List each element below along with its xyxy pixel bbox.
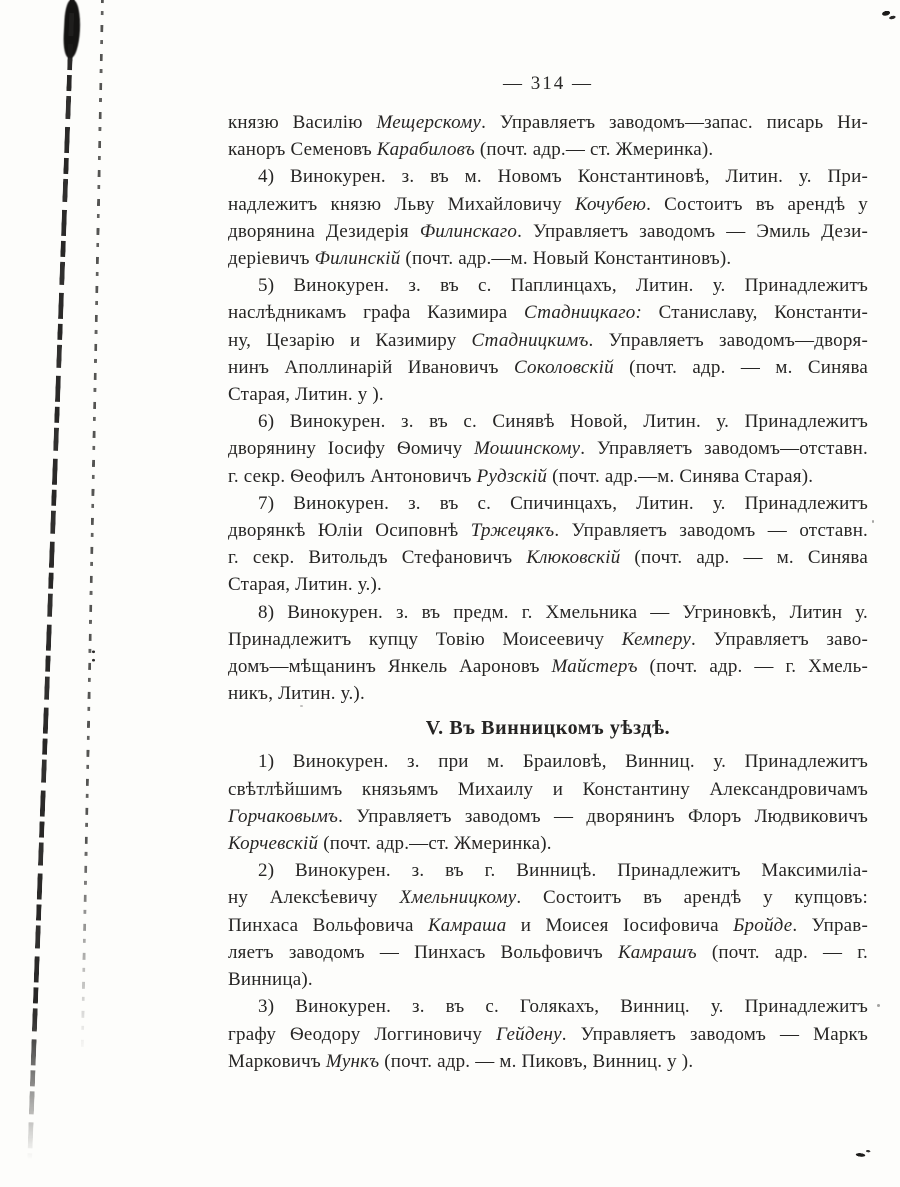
text-line [228, 803, 868, 830]
text-line [228, 272, 868, 299]
paragraph [228, 599, 868, 708]
text-run: . Управляетъ заводомъ — дворянинъ Флоръ Людвиковичъ [338, 805, 868, 827]
text-run: 4) Винокурен. з. въ м. Новомъ Константиновѣ, Литин. у. При- [258, 166, 868, 188]
text-line [228, 1048, 868, 1075]
italic-proper-name: Мошинскому [474, 438, 581, 460]
italic-proper-name: Рудзскій [476, 465, 548, 487]
binding-gutter-line [27, 0, 75, 1159]
text-run: . Управляетъ заводомъ—запас. писарь Ни- [481, 112, 868, 133]
paper-speck [872, 520, 874, 523]
paragraph [228, 993, 868, 1075]
text-line [228, 912, 868, 939]
text-line [228, 354, 868, 381]
text-run: (почт. адр. — г. Хмель- [637, 656, 868, 678]
paragraph [228, 109, 868, 163]
text-line [228, 327, 868, 354]
binding-gutter-line-faint [81, 0, 104, 1056]
italic-proper-name: Тржецякъ [470, 520, 555, 542]
paragraphs-container [228, 109, 868, 1075]
italic-proper-name: Хмельницкому [399, 887, 517, 909]
ink-smudge-bottom-right [849, 1145, 874, 1160]
text-run: каноръ Семеновъ [228, 139, 377, 161]
margin-ink-mark [92, 650, 95, 662]
text-run: (почт. адр.— ст. Жмеринка). [474, 139, 714, 161]
text-run: Винница). [228, 969, 313, 991]
text-line [228, 1021, 868, 1048]
text-run: Старая, Литин. у.). [228, 574, 382, 596]
text-run: и Моисея Іосифовича [506, 914, 734, 936]
text-run: 6) Винокурен. з. въ с. Синявѣ Новой, Литин. у. Принадлежитъ [258, 411, 868, 433]
ink-smudge-top-right [878, 6, 898, 26]
italic-proper-name: Клюковскій [526, 547, 621, 569]
text-run: 8) Винокурен. з. въ предм. г. Хмельника — Угриновкѣ, Литин у. [258, 601, 868, 623]
text-line [228, 517, 868, 544]
paragraph [228, 748, 868, 857]
text-run: . Состоитъ въ арендѣ у [646, 193, 868, 215]
text-run: свѣтлѣйшимъ князьямъ Михаилу и Константину Александровичамъ [228, 778, 868, 800]
text-line [228, 218, 868, 245]
text-line [228, 381, 868, 408]
text-run: никъ, Литин. у.). [228, 683, 365, 705]
italic-proper-name: Майстеръ [551, 656, 638, 678]
text-run: Принадлежитъ купцу Товію Моисеевичу [228, 628, 622, 650]
italic-proper-name: Бройде [733, 914, 793, 936]
text-run: князю Василію [228, 112, 377, 133]
text-run: надлежитъ князю Льву Михайловичу [228, 193, 575, 215]
italic-proper-name: Мункъ [325, 1050, 380, 1072]
text-line [228, 435, 868, 462]
text-run: . Управляетъ заводомъ—отставн. [580, 438, 868, 460]
text-line [228, 884, 868, 911]
text-line [228, 680, 868, 707]
page-number: — 314 — [503, 73, 593, 94]
text-run: г. секр. Ѳеофилъ Антоновичъ [228, 465, 477, 487]
italic-proper-name: Кемперу [621, 628, 691, 650]
italic-proper-name: Стадницкимъ [471, 329, 589, 351]
text-run: 3) Винокурен. з. въ с. Голякахъ, Винниц. у. Принадлежитъ [258, 996, 868, 1018]
italic-proper-name: Гейдену [496, 1023, 562, 1045]
text-run: домъ—мѣщанинъ Янкель Аароновъ [228, 656, 552, 678]
text-run: дворянину Іосифу Ѳомичу [228, 438, 475, 460]
text-line [228, 544, 868, 571]
text-run: наслѣдникамъ графа Казимира [228, 302, 525, 324]
text-run: 7) Винокурен. з. въ с. Спичинцахъ, Литин. у. Принадлежитъ [258, 492, 868, 514]
paragraph [228, 408, 868, 490]
paragraph [228, 857, 868, 993]
text-run: . Управ- [792, 914, 868, 936]
italic-proper-name: Корчевскій [228, 833, 319, 855]
text-line [228, 463, 868, 490]
text-run: графу Ѳеодору Логгиновичу [228, 1023, 497, 1045]
italic-proper-name: Филинскій [314, 248, 401, 270]
text-line [228, 653, 868, 680]
text-run: 1) Винокурен. з. при м. Браиловѣ, Винниц. у. Принадлежитъ [258, 751, 868, 773]
text-run: 5) Винокурен. з. въ с. Паплинцахъ, Литин. у. Принадлежитъ [258, 275, 868, 297]
text-run: (почт. адр. — г. [696, 941, 868, 963]
text-line [228, 857, 868, 884]
text-line [228, 776, 868, 803]
text-line [228, 191, 868, 218]
text-run: ляетъ заводомъ — Пинхасъ Вольфовичъ [228, 941, 618, 963]
text-line [228, 626, 868, 653]
italic-proper-name: Стадницкаго: [524, 302, 643, 324]
text-line [228, 163, 868, 190]
paragraph [228, 163, 868, 272]
text-run: (почт. адр.—м. Синява Старая). [547, 465, 814, 487]
text-run: . Состоитъ въ арендѣ у купцовъ: [516, 887, 868, 909]
italic-proper-name: Кочубею [574, 193, 647, 215]
text-run: . Управляетъ заво- [691, 628, 868, 650]
text-run: (почт. адр. — м. Пиковъ, Винниц. у ). [379, 1050, 694, 1072]
text-run: дворянина Дезидерія [228, 220, 420, 242]
text-run: нинъ Аполлинарій Ивановичъ [228, 356, 515, 378]
italic-proper-name: Филинскаго [419, 220, 518, 242]
text-block [228, 70, 868, 1075]
text-line [228, 109, 868, 136]
text-run: (почт. адр.—ст. Жмеринка). [318, 833, 552, 855]
text-run: г. секр. Витольдъ Стефановичъ [228, 547, 527, 569]
text-line [228, 993, 868, 1020]
text-line [228, 299, 868, 326]
text-line [228, 748, 868, 775]
text-run: деріевичъ [228, 248, 315, 270]
text-run: (почт. адр. — м. Синява [613, 356, 869, 378]
text-run: (почт. адр. — м. Синява [620, 547, 868, 569]
text-line [228, 245, 868, 272]
text-line [228, 136, 868, 163]
text-run: ну, Цезарію и Казимиру [228, 329, 472, 351]
paragraph [228, 490, 868, 599]
text-line [228, 408, 868, 435]
text-run: . Управляетъ заводомъ — Маркъ [561, 1023, 868, 1045]
text-run: . Управляетъ заводомъ—дворя- [588, 329, 868, 351]
text-run: . Управляетъ заводомъ — Эмиль Дези- [517, 220, 868, 242]
italic-proper-name: Соколовскій [514, 356, 614, 378]
text-run: дворянкѣ Юліи Осиповнѣ [228, 520, 471, 542]
text-run: 2) Винокурен. з. въ г. Винницѣ. Принадлежитъ Максимиліа- [258, 860, 868, 882]
text-line [228, 599, 868, 626]
text-run: . Управляетъ заводомъ — отставн. [554, 520, 869, 542]
text-line [228, 939, 868, 966]
text-run: Станиславу, Константи- [642, 302, 868, 324]
text-line [228, 571, 868, 598]
text-run: ну Алексѣевичу [228, 887, 400, 909]
italic-proper-name: Камраша [427, 914, 507, 936]
text-run: Пинхаса Вольфовича [228, 914, 428, 936]
italic-proper-name: Камрашъ [617, 941, 697, 963]
section-heading: V. Въ Винницкомъ уѣздѣ. [425, 717, 671, 740]
paragraph [228, 272, 868, 408]
paper-speck [877, 1004, 880, 1007]
text-line [228, 966, 868, 993]
italic-proper-name: Карабиловъ [376, 139, 475, 161]
text-run: Марковичъ [228, 1050, 326, 1072]
text-run: Старая, Литин. у ). [228, 384, 384, 406]
text-line [228, 490, 868, 517]
text-line [228, 830, 868, 857]
italic-proper-name: Мещерскому [376, 112, 482, 133]
text-run: (почт. адр.—м. Новый Константиновъ). [400, 248, 732, 270]
italic-proper-name: Горчаковымъ [228, 805, 339, 827]
